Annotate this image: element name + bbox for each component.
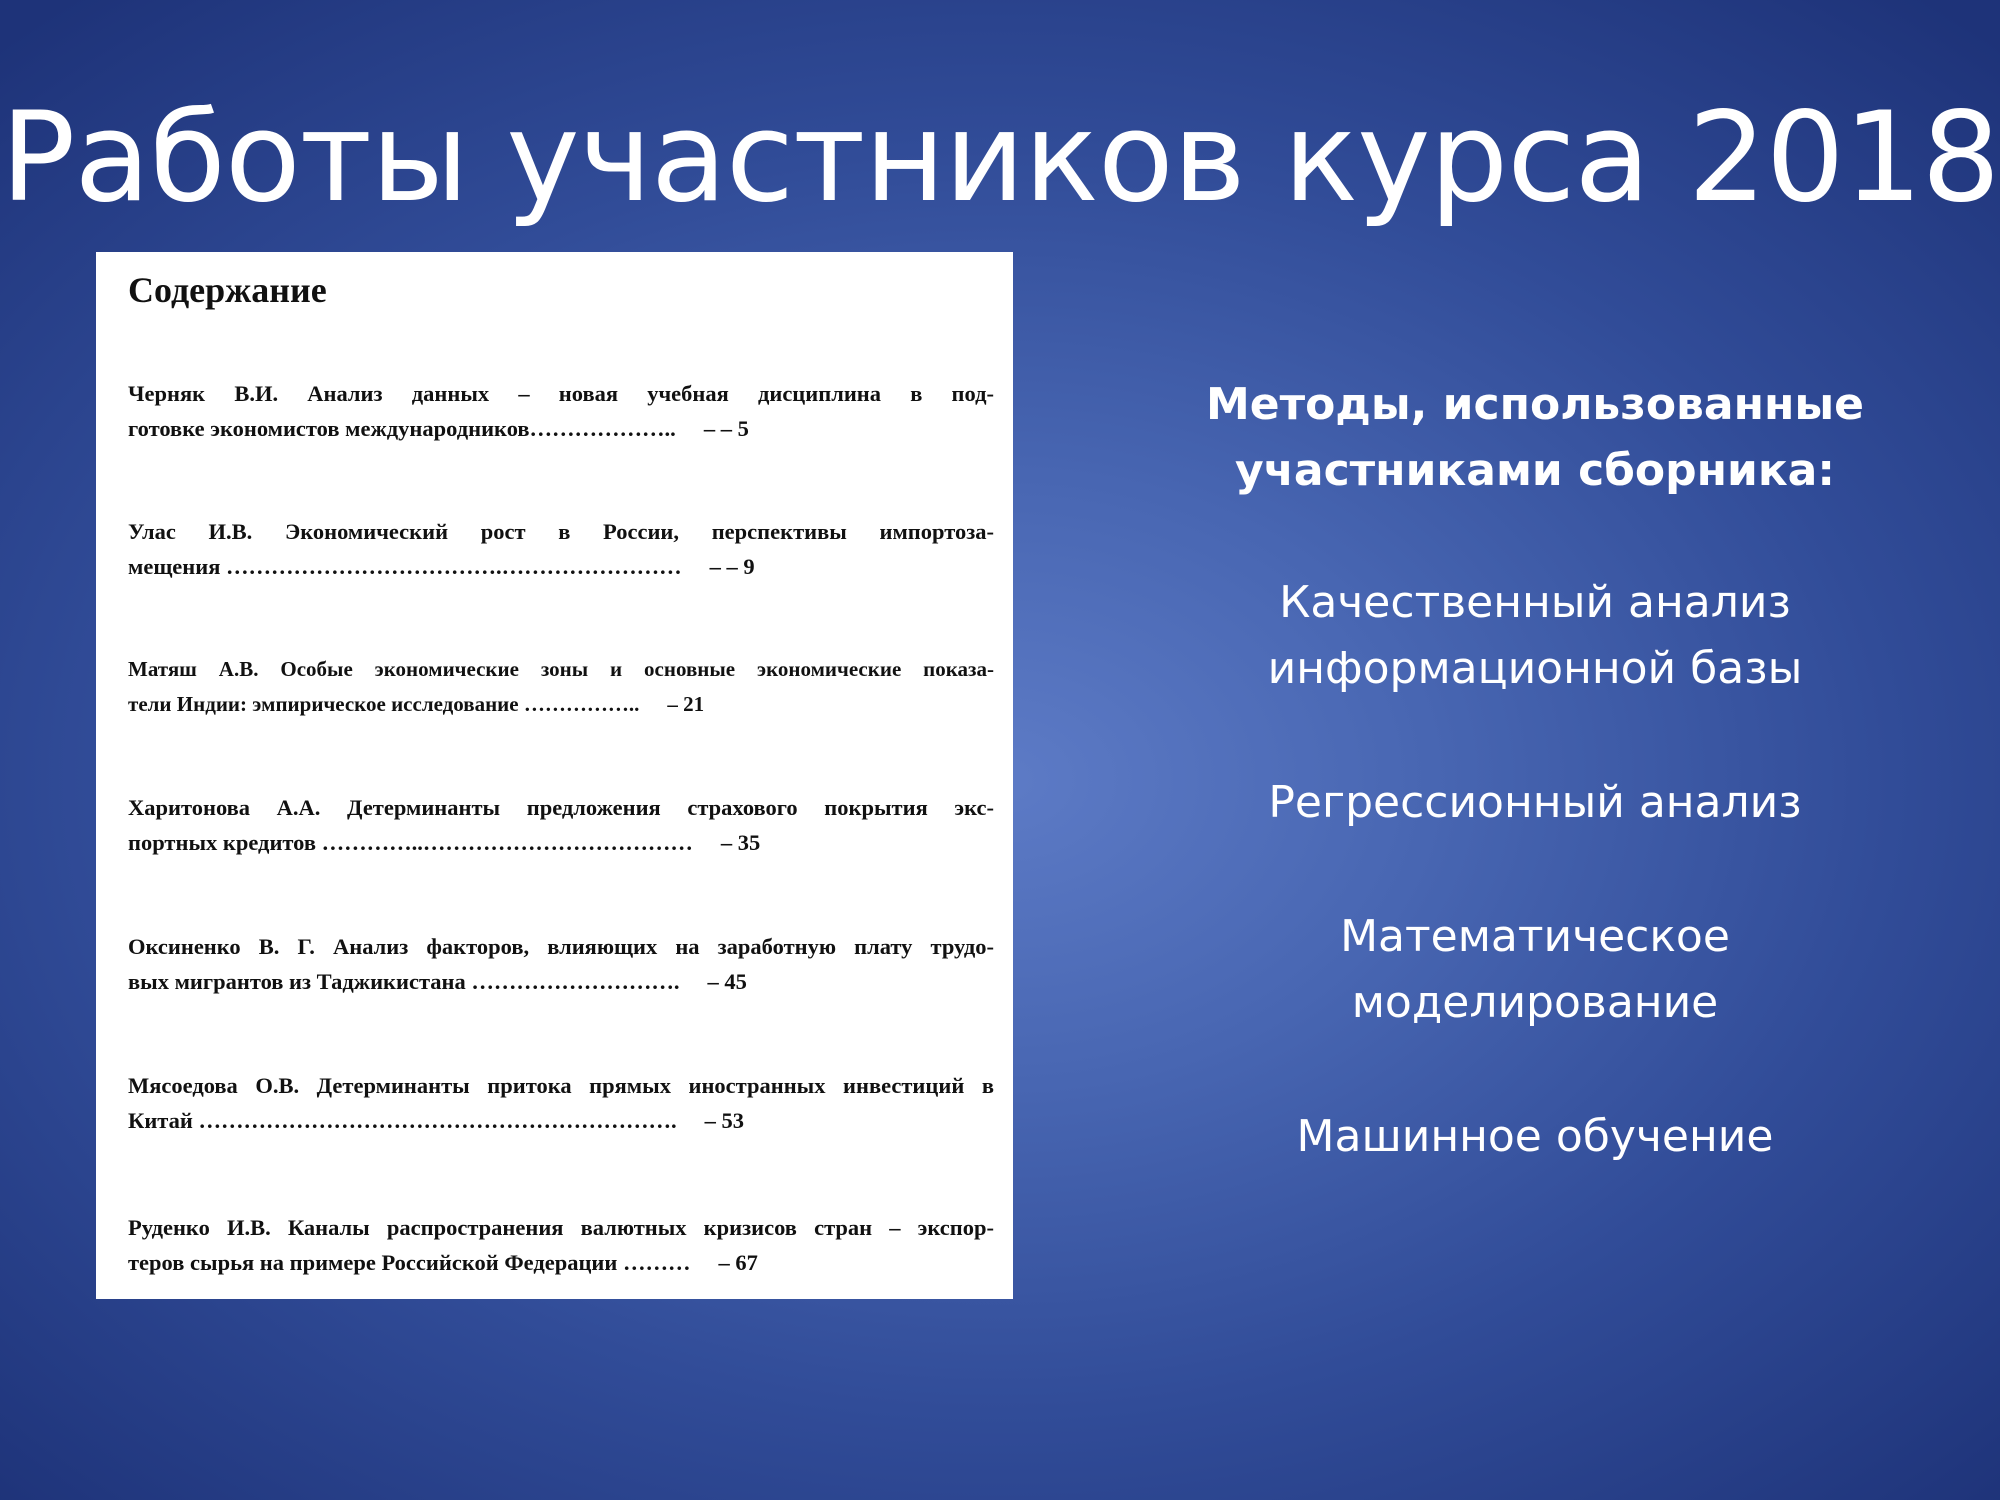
- method-item-regression-analysis: [1140, 770, 1930, 836]
- toc-entry-line1: Руденко И.В. Каналы распространения валютных кризисов стран – экспор-: [128, 1215, 994, 1240]
- methods-heading: [1140, 372, 1930, 504]
- toc-entry-line1: Мясоедова О.В. Детерминанты притока прямых иностранных инвестиций в: [128, 1073, 994, 1098]
- toc-entry: [128, 1210, 994, 1280]
- toc-entry: [128, 790, 994, 860]
- toc-entry-line1: Оксиненко В. Г. Анализ факторов, влияющих на заработную плату трудо-: [128, 934, 994, 959]
- toc-entry-line2: [128, 964, 994, 999]
- toc-entry: [128, 376, 994, 446]
- toc-entry-line2: [128, 825, 994, 860]
- toc-entry-line1: Матяш А.В. Особые экономические зоны и основные экономические показа-: [128, 657, 994, 681]
- toc-entry-title-end: вых мигрантов из Таджикистана ……………………….: [128, 969, 680, 994]
- toc-page-number: – 35: [720, 830, 761, 855]
- toc-entry-title-end: тели Индии: эмпирическое исследование ……………..: [128, 692, 640, 716]
- method-item-line: информационной базы: [1267, 643, 1803, 694]
- toc-page-number: – – 5: [703, 416, 749, 441]
- toc-entry-line1: Улас И.В. Экономический рост в России, перспективы импортоза-: [128, 519, 994, 544]
- toc-page-number: – 21: [667, 692, 705, 716]
- toc-entry-title-end: портных кредитов …………..………………………………: [128, 830, 693, 855]
- toc-entry-title-end: готовке экономистов международников………………..: [128, 416, 676, 441]
- toc-entry-line2: [128, 1103, 994, 1138]
- toc-entry: [128, 652, 994, 722]
- toc-entry-line2: [128, 687, 994, 722]
- method-item-line: Математическое: [1340, 911, 1730, 962]
- method-item-line: Качественный анализ: [1279, 577, 1791, 628]
- toc-entry-line2: [128, 549, 994, 584]
- method-item-machine-learning: [1140, 1104, 1930, 1170]
- slide-title: Работы участников курса 2018: [0, 86, 2000, 230]
- method-item-line: моделирование: [1351, 977, 1719, 1028]
- method-item-qualitative-analysis: [1140, 570, 1930, 702]
- methods-heading-line: Методы, использованные: [1205, 379, 1865, 430]
- toc-page-number: – 45: [707, 969, 747, 994]
- toc-entry-title-end: Китай ……………………………………………………….: [128, 1108, 677, 1133]
- toc-entry: [128, 514, 994, 584]
- toc-entry: [128, 1068, 994, 1138]
- toc-entry-line2: [128, 411, 994, 446]
- toc-page-number: – 53: [704, 1108, 744, 1133]
- toc-entry-line1: Харитонова А.А. Детерминанты предложения страхового покрытия экс-: [128, 795, 994, 820]
- toc-entry-title-end: мещения ……………………………….……………………: [128, 554, 682, 579]
- toc-page-number: – 67: [718, 1250, 758, 1275]
- toc-entry-title-end: теров сырья на примере Российской Федерации ………: [128, 1250, 691, 1275]
- toc-heading: Содержание: [128, 270, 327, 310]
- method-item-line: Машинное обучение: [1296, 1111, 1774, 1162]
- methods-heading-line: участниками сборника:: [1235, 445, 1835, 496]
- method-item-mathematical-modeling: [1140, 904, 1930, 1036]
- toc-page-number: – – 9: [709, 554, 755, 579]
- toc-entry-line2: [128, 1245, 994, 1280]
- toc-entry: [128, 929, 994, 999]
- method-item-line: Регрессионный анализ: [1268, 777, 1802, 828]
- toc-entry-line1: Черняк В.И. Анализ данных – новая учебная дисциплина в под-: [128, 381, 994, 406]
- table-of-contents-image: [96, 252, 1013, 1299]
- methods-panel: [1140, 372, 1930, 1238]
